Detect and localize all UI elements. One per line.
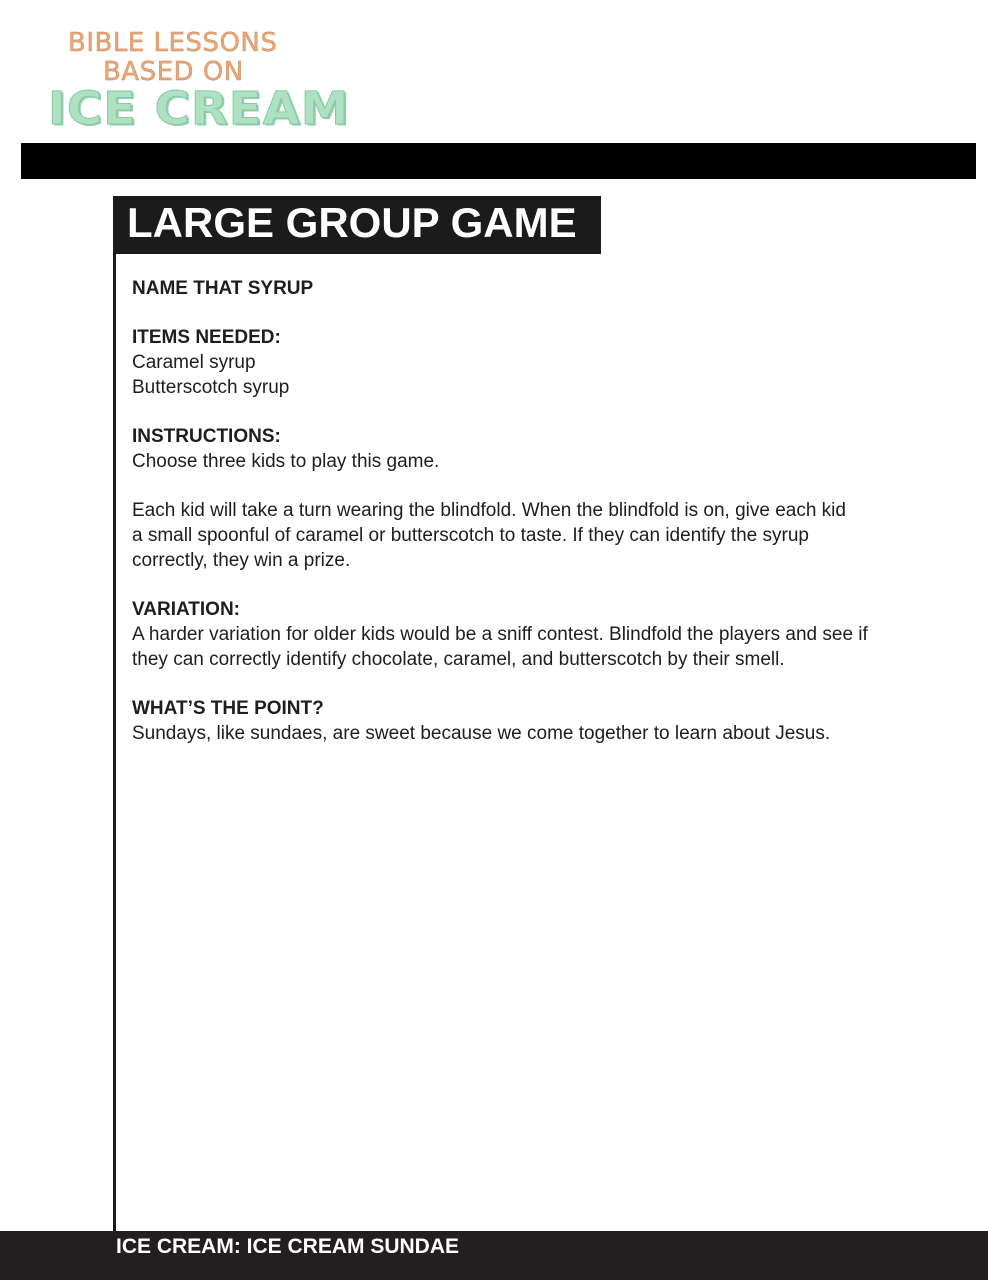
logo-main-text: ICE CREAM <box>48 82 350 136</box>
header-bar <box>21 143 976 179</box>
instructions-heading: INSTRUCTIONS: <box>132 426 281 447</box>
section-title: LARGE GROUP GAME <box>127 199 577 246</box>
instructions-paragraph-2-line-1: Each kid will take a turn wearing the blindfold. When the blindfold is on, give each kid <box>132 500 846 521</box>
game-name: NAME THAT SYRUP <box>132 278 314 299</box>
instructions-paragraph-1: Choose three kids to play this game. <box>132 451 440 472</box>
instructions-paragraph-2-line-3: correctly, they win a prize. <box>132 550 351 571</box>
item-caramel: Caramel syrup <box>132 352 256 373</box>
footer-title: ICE CREAM: ICE CREAM SUNDAE <box>116 1235 460 1258</box>
point-text: Sundays, like sundaes, are sweet because we come together to learn about Jesus. <box>132 723 831 744</box>
variation-line-2: they can correctly identify chocolate, caramel, and butterscotch by their smell. <box>132 649 785 670</box>
lesson-content <box>132 276 932 746</box>
variation-heading: VARIATION: <box>132 599 241 620</box>
variation-line-1: A harder variation for older kids would be a sniff contest. Blindfold the players and see if <box>132 624 868 645</box>
logo-line-2: BASED ON <box>103 57 244 87</box>
point-heading: WHAT’S THE POINT? <box>132 698 324 719</box>
items-heading: ITEMS NEEDED: <box>132 327 281 348</box>
left-vertical-rule <box>113 196 116 1236</box>
instructions-paragraph-2-line-2: a small spoonful of caramel or butterscotch to taste. If they can identify the syrup <box>132 525 809 546</box>
logo-line-1: BIBLE LESSONS <box>68 28 278 58</box>
brand-logo <box>40 26 350 136</box>
item-butterscotch: Butterscotch syrup <box>132 377 290 398</box>
